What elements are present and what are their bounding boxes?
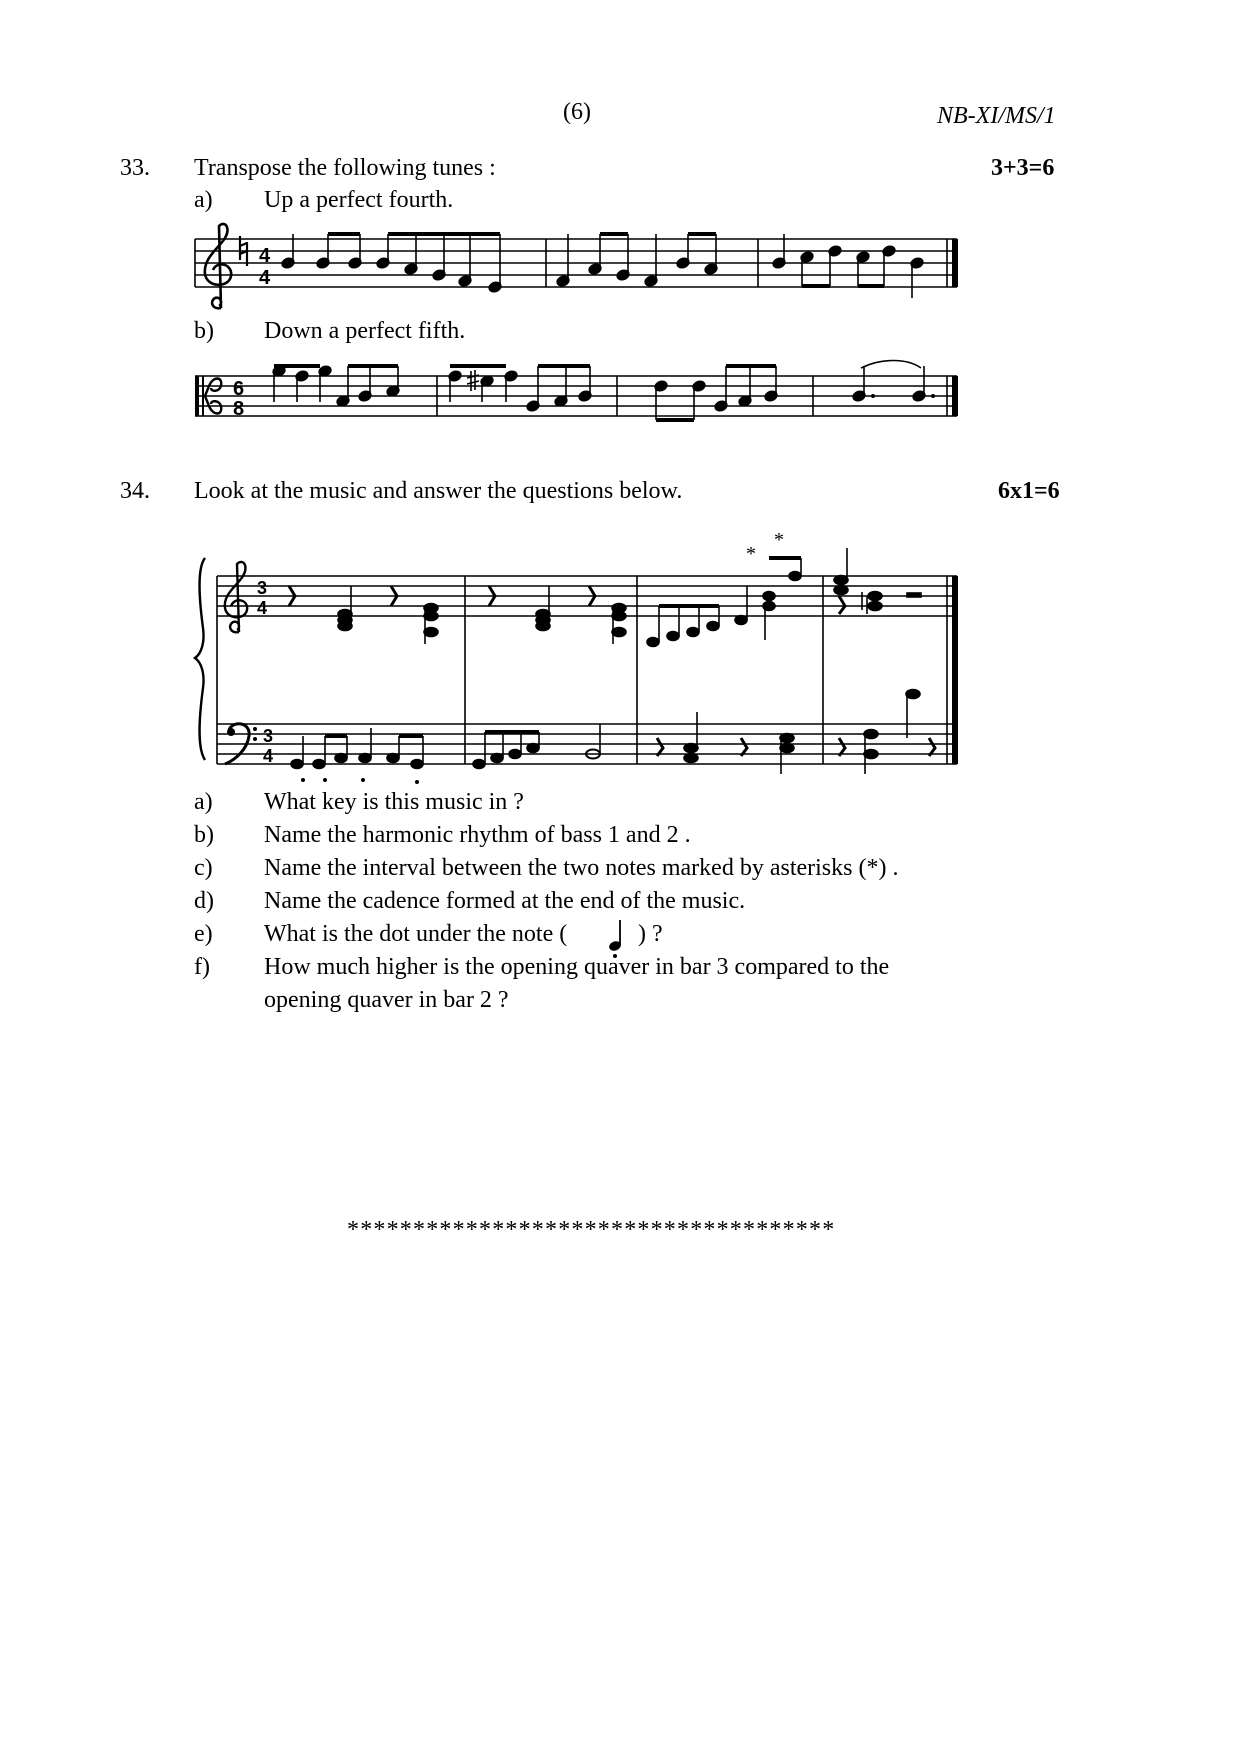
question-34f [0, 953, 1241, 981]
treble-clef-icon [205, 224, 231, 308]
page-number: (6) [563, 99, 591, 125]
question-34e [0, 920, 1241, 948]
sub-question-text: Name the cadence formed at the end of the music. [264, 888, 746, 914]
treble-clef-icon [225, 562, 247, 632]
question-34-text: Look at the music and answer the questions below. [194, 478, 683, 504]
paper-code: NB-XI/MS/1 [937, 103, 1056, 129]
time-signature-top: 6 [233, 378, 245, 400]
asterisk-2: * [774, 529, 784, 551]
sub-question-text: Name the harmonic rhythm of bass 1 and 2 . [264, 822, 691, 848]
question-33b-text: Down a perfect fifth. [264, 318, 466, 344]
sharp-sign-icon [467, 370, 479, 391]
sub-question-text: How much higher is the opening quaver in bar 3 compared to the [264, 954, 890, 980]
question-33-text: Transpose the following tunes : [194, 155, 496, 181]
brace-icon [195, 558, 205, 760]
question-34-number: 34. [120, 478, 150, 504]
sub-question-text: What key is this music in ? [264, 789, 524, 815]
question-34c [0, 854, 1241, 882]
asterisk-1: * [746, 543, 756, 565]
end-of-paper-stars: ************************************* [347, 1217, 836, 1243]
time-signature-top: 4 [259, 245, 271, 267]
sub-question-text: What is the dot under the note ( [264, 921, 568, 947]
time-signature-bottom: 4 [259, 267, 271, 289]
crotchet-note-icon [606, 918, 630, 958]
question-33b-letter: b) [194, 318, 214, 344]
sub-question-letter: c) [194, 855, 213, 881]
question-33-marks: 3+3=6 [991, 155, 1055, 181]
sub-question-text-end: ) ? [638, 921, 663, 947]
question-33a-letter: a) [194, 187, 213, 213]
sub-question-letter: d) [194, 888, 214, 914]
time-signature-top: 3 [263, 726, 274, 746]
sub-question-letter: b) [194, 822, 214, 848]
music-staff-33b [195, 356, 975, 446]
time-signature-bottom: 8 [233, 398, 245, 420]
music-grand-staff-34 [195, 528, 975, 768]
question-33a-text: Up a perfect fourth. [264, 187, 454, 213]
question-33-number: 33. [120, 155, 150, 181]
question-34-marks: 6x1=6 [998, 478, 1060, 504]
time-signature-bottom: 4 [263, 746, 274, 766]
question-34f-continued [0, 986, 1241, 1014]
sub-question-letter: e) [194, 921, 213, 947]
question-34b [0, 821, 1241, 849]
music-staff-33a [195, 222, 975, 312]
time-signature-bottom: 4 [257, 598, 268, 618]
sub-question-text: opening quaver in bar 2 ? [264, 987, 509, 1013]
sub-question-text: Name the interval between the two notes marked by asterisks (*) . [264, 855, 899, 881]
question-34a [0, 788, 1241, 816]
question-34d [0, 887, 1241, 915]
sub-question-letter: a) [194, 789, 213, 815]
sub-question-letter: f) [194, 954, 210, 980]
time-signature-top: 3 [257, 578, 268, 598]
